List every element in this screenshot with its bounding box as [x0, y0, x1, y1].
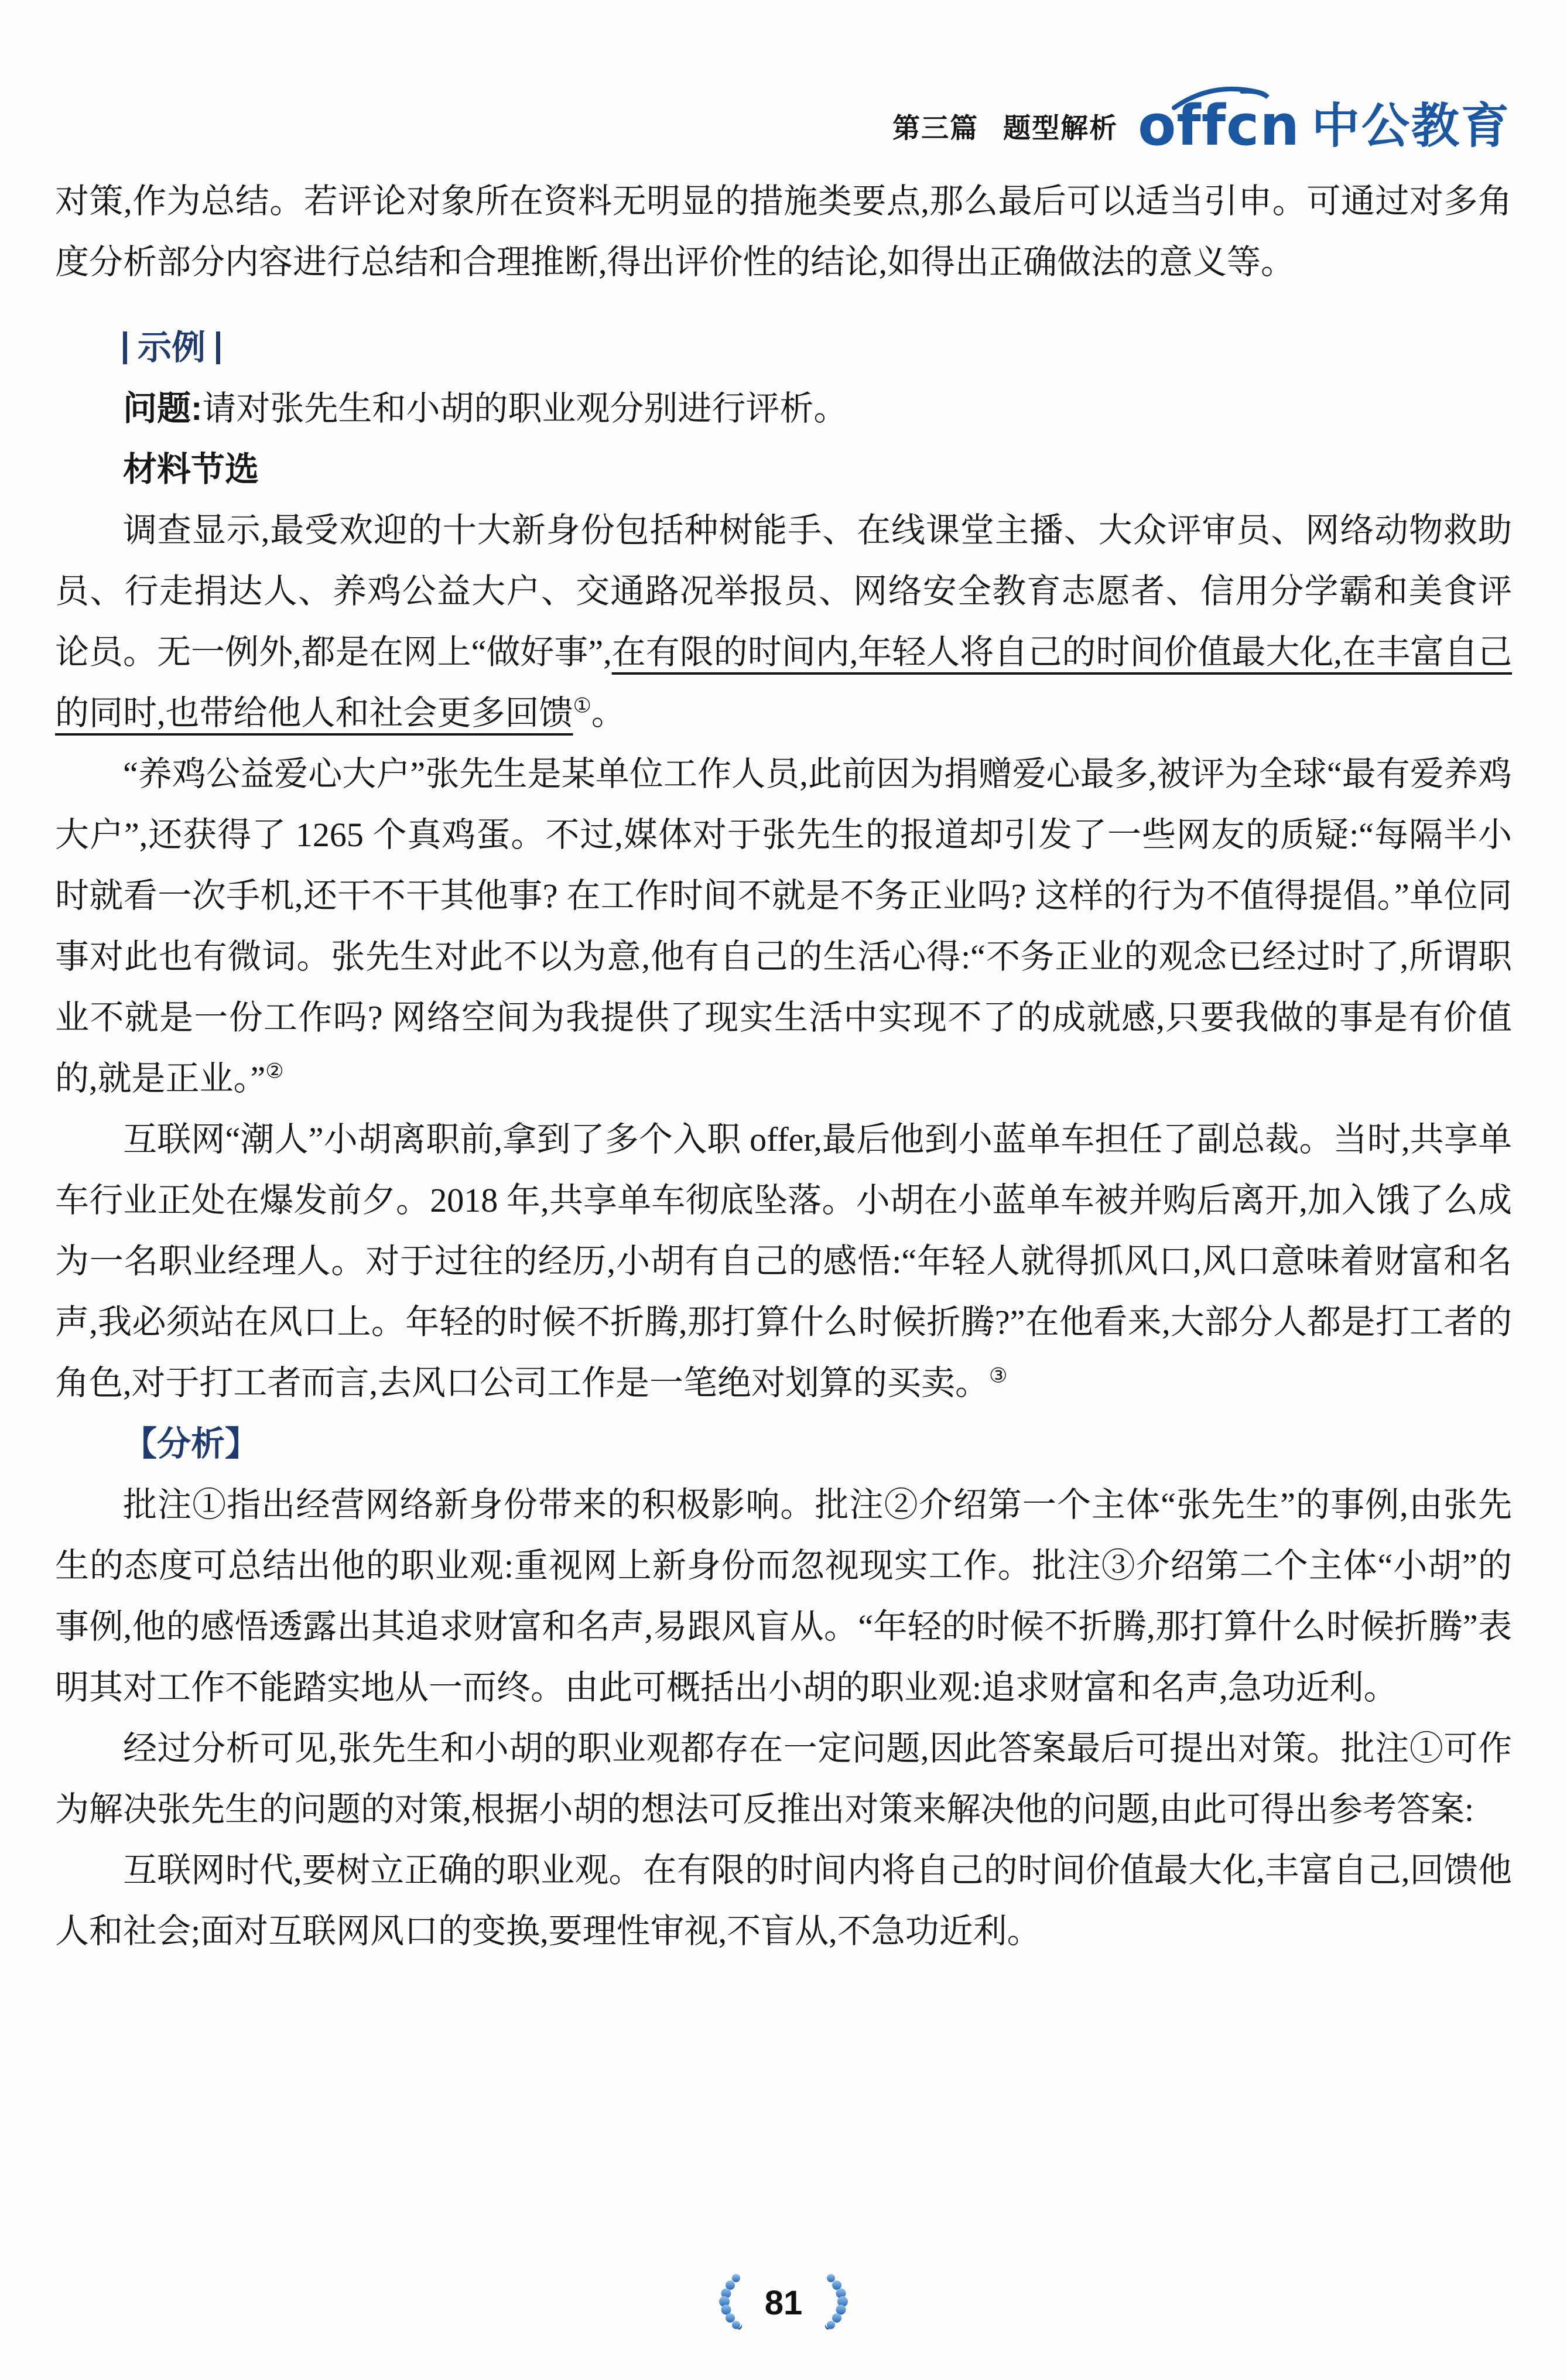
text-segment: ③: [989, 1364, 1008, 1387]
text-segment: “养鸡公益爱心大户”张先生是某单位工作人员,此前因为捐赠爱心最多,被评为全球“最有爱养鸡大户”,还获得了 1265 个真鸡蛋。不过,媒体对于张先生的报道却引发了一些网友的质疑:“每隔半小时就看一次手机,还干不干其他事? 在工作时间不就是不务正业吗? 这样的行为不值得提倡。”单位同事对此也有微词。张先生对此不以为意,他有自己的生活心得:“不务正业的观念已经过时了,所谓职业不就是一份工作吗? 网络空间为我提供了现实生活中实现不了的成就感,只要我做的事是有价值的,就是正业。”: [55, 755, 1512, 1097]
material-paragraph: [55, 500, 1512, 744]
material-paragraph: [55, 1109, 1512, 1414]
text-segment: ②: [265, 1059, 284, 1083]
example-marker-label: 示例: [138, 329, 206, 367]
material-label: 材料节选: [123, 450, 259, 488]
question-text: 请对张先生和小胡的职业观分别进行评析。: [202, 389, 848, 428]
part-title: 题型解析: [1003, 112, 1118, 143]
laurel-left-icon: [718, 2273, 745, 2332]
marker-bar-icon: [123, 331, 127, 364]
brand-logo: [1138, 94, 1511, 158]
analysis-paragraph: 批注①指出经营网络新身份带来的积极影响。批注②介绍第一个主体“张先生”的事例,由张先生的态度可总结出他的职业观:重视网上新身份而忽视现实工作。批注③介绍第二个主体“小胡”的事例,他的感悟透露出其追求财富和名声,易跟风盲从。“年轻的时候不折腾,那打算什么时候折腾”表明其对工作不能踏实地从一而终。由此可概括出小胡的职业观:追求财富和名声,急功近利。: [55, 1486, 1512, 1707]
example-section-marker: [55, 317, 1512, 378]
material-paragraph: [55, 744, 1512, 1109]
page-number: 81: [764, 2283, 803, 2322]
text-segment: 在有限的时间内,年轻人将自己的时间价值最大化,在丰富自己的同时,也带给他人和社会更多回馈: [55, 633, 1512, 732]
analysis-paragraph: 经过分析可见,张先生和小胡的职业观都存在一定问题,因此答案最后可提出对策。批注①可作为解决张先生的问题的对策,根据小胡的想法可反推出对策来解决他的问题,由此可得出参考答案:: [55, 1729, 1512, 1828]
offcn-logo: [1138, 94, 1300, 158]
analysis-section-marker: 【分析】: [123, 1425, 259, 1463]
question-label: 问题:: [123, 389, 203, 428]
text-segment: ①: [573, 694, 591, 717]
offcn-logo-text: offcn: [1138, 94, 1300, 158]
text-segment: 调查显示,最受欢迎的十大新身份包括种树能手、在线课堂主播、大众评审员、网络动物救助员、行走捐达人、养鸡公益大户、交通路况举报员、网络安全教育志愿者、信用分学霸和美食评论员。无一例外,都是在网上“做好事”,: [55, 511, 1512, 671]
brand-name-cn: 中公教育: [1311, 99, 1511, 153]
part-label: 第三篇: [892, 112, 979, 143]
page-footer: [0, 2273, 1567, 2332]
text-segment: 互联网“潮人”小胡离职前,拿到了多个入职 offer,最后他到小蓝单车担任了副总裁。当时,共享单车行业正处在爆发前夕。2018 年,共享单车彻底坠落。小胡在小蓝单车被并购后离开,加入饿了么成为一名职业经理人。对于过往的经历,小胡有自己的感悟:“年轻人就得抓风口,风口意味着财富和名声,我必须站在风口上。年轻的时候不折腾,那打算什么时候折腾?”在他看来,大部分人都是打工者的角色,对于打工者而言,去风口公司工作是一笔绝对划算的买卖。: [55, 1120, 1512, 1402]
chapter-heading: [892, 107, 1118, 146]
laurel-right-icon: [822, 2273, 849, 2332]
page-header: [892, 94, 1511, 158]
question-line: [55, 378, 1512, 439]
text-segment: 。: [591, 694, 625, 732]
logo-swoosh-icon: [1172, 84, 1270, 110]
page-content: [55, 171, 1512, 1962]
marker-bar-icon: [216, 331, 220, 364]
analysis-paragraph: 互联网时代,要树立正确的职业观。在有限的时间内将自己的时间价值最大化,丰富自己,回馈他人和社会;面对互联网风口的变换,要理性审视,不盲从,不急功近利。: [55, 1851, 1512, 1950]
intro-paragraph: 对策,作为总结。若评论对象所在资料无明显的措施类要点,那么最后可以适当引申。可通过对多角度分析部分内容进行总结和合理推断,得出评价性的结论,如得出正确做法的意义等。: [55, 182, 1512, 281]
